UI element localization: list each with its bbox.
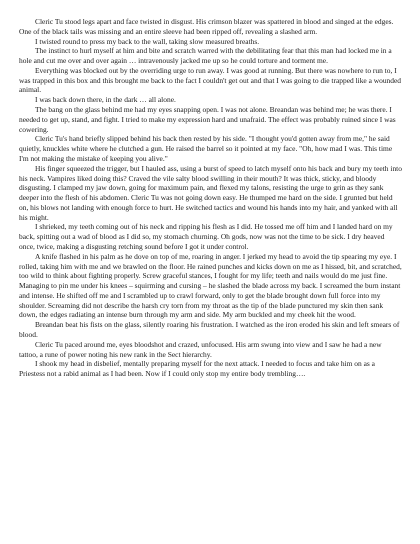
book-page-text xyxy=(19,17,402,379)
paragraph: Breandan beat his fists on the glass, silently roaring his frustration. I watched as the iron eroded his skin and left smears of blood. xyxy=(19,320,400,339)
paragraph: I shrieked, my teeth coming out of his neck and ripping his flesh as I did. He tossed me off him and I landed hard on my back, spitting out a wad of blood as I did so, my stomach churning. Oh gods, now was not the time to be sick. I dry heaved once, twice, making a disgusting retching sound before I got it under control. xyxy=(19,222,393,251)
paragraph: The bang on the glass behind me had my eyes snapping open. I was not alone. Breandan was behind me; he was there. I needed to get up, stand, and fight. I tried to make my expression hard and unafraid. The effect was probably ruined since I was cowering. xyxy=(19,105,396,134)
paragraph: Cleric Tu paced around me, eyes bloodshot and crazed, unfocused. His arm swung into view and I saw he had a new tattoo, a rune of power noting his new rank in the Sect hierarchy. xyxy=(19,339,382,359)
paragraph: The instinct to hurl myself at him and bite and scratch warred with the debilitating fear that this man had locked me in a hole and cut me over and over again … intravenously jacked me up so he could torture and torment me. xyxy=(19,46,392,66)
paragraph: His finger squeezed the trigger, but I hauled ass, using a burst of speed to latch myself onto his back and bury my teeth into his neck. Vampires liked doing this? Craved the vile salty blood swilling in their mouth? It was thick, sticky, and bloody disgusting. I clamped my jaw down, going for maximum pain, and flexed my talons, resisting the urge to grin as they sank deeper into the flesh of his abdomen. Cleric Tu was not going down easy. He thumped me hard on the side. I grunted but held on, his blows not landing with enough force to hurt. He switched tactics and wound his hands into my hair, and yanked with all his might. xyxy=(19,163,402,222)
paragraph: I was back down there, in the dark … all alone. xyxy=(35,95,176,105)
paragraph: Everything was blocked out by the overriding urge to run away. I was good at running. But there was nowhere to run to, I was trapped in this box and this brought me back to the fact I couldn't get out and that I was going to die trapped like a wounded animal. xyxy=(19,65,402,95)
paragraph: I shook my head in disbelief, mentally preparing myself for the next attack. I needed to focus and take him on as a Priestess not a rabid animal as I had been. Now if I could only stop my entire body trembling…. xyxy=(19,359,375,379)
paragraph: A knife flashed in his palm as he dove on top of me, roaring in anger. I jerked my head to avoid the tip spearing my eye. I rolled, taking him with me and we brawled on the floor. He rained punches and kicks down on me as I hissed, bit, and scratched, too wild to think about fighting properly. Screw graceful stances, I fought for my life; teeth and nails would do me just fine. Managing to pin me under his knees – squirming and cursing – he slashed the blade across my back. I screamed the burn instant and intense. He shifted off me and I scrambled up to crawl forward, only to get the blade brought down full force into my shoulder. Screaming did not describe the harsh cry torn from my throat as the tip of the blade punctured my skin then sank down, the edges radiating an intense burn through my arm and side. My arm buckled and my cheek hit the wood. xyxy=(19,251,402,320)
paragraph: Cleric Tu's hand briefly slipped behind his back then rested by his side. "I thought you'd gotten away from me," he said quietly, knuckles white where he clutched a gun. He raised the barrel so it pointed at my face. "Oh, how mad I was. This time I'm not making the mistake of keeping you alive." xyxy=(19,134,393,163)
paragraph: I twisted round to press my back to the wall, taking slow measured breaths. xyxy=(35,36,260,46)
paragraph: Cleric Tu stood legs apart and face twisted in disgust. His crimson blazer was spattered in blood and singed at the edges. One of the black tails was missing and an entire sleeve had been ripped off, revealing a slashed arm. xyxy=(19,17,394,36)
